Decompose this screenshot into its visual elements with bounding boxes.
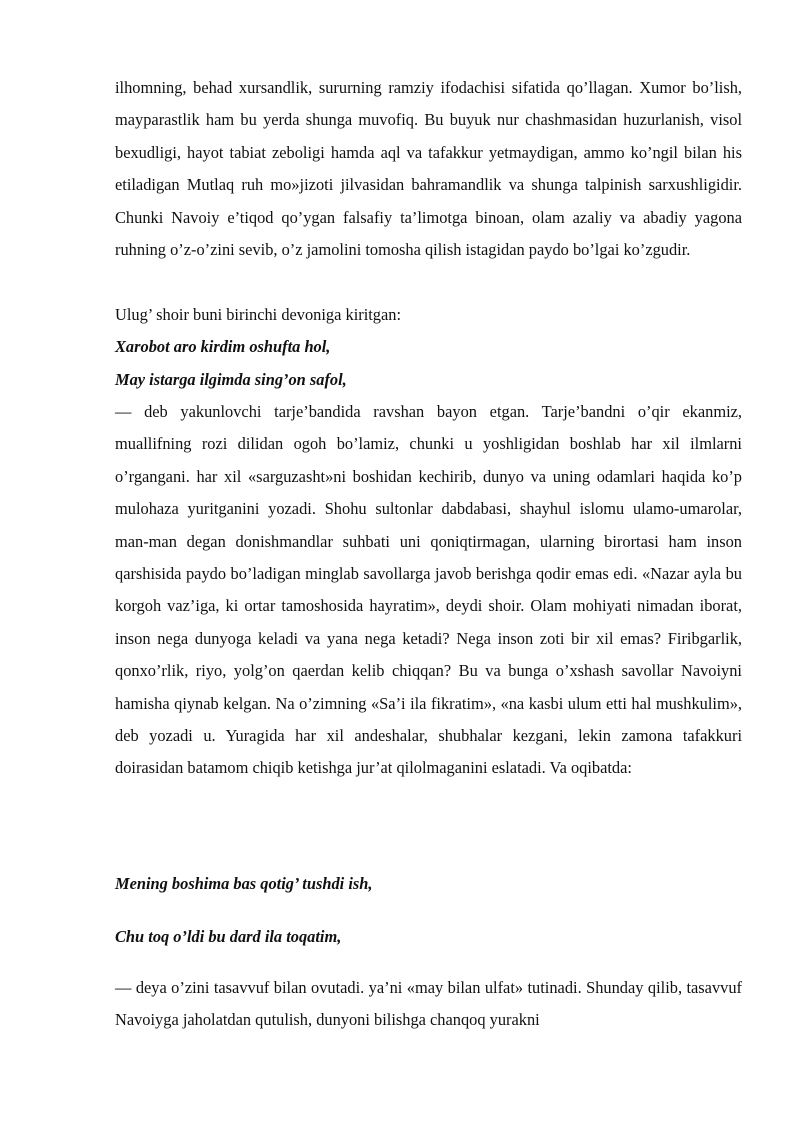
- paragraph-1: ilhomning, behad xursandlik, sururning ramziy ifodachisi sifatida qo’llagan. Xumor bo’lish, mayparastlik ham bu yerda shunga muvofiq. Bu buyuk nur chashmasidan huzurlanish, visol bexudligi, hayot tabiat zeboligi hamda aql va tafakkur yetmaydigan, ammo ko’ngil bilan his etiladigan Mutlaq ruh mo»jizoti jilvasidan bahramandlik va shunga talpinish sarxushligidir. Chunki Navoiy e’tiqod qo’ygan falsafiy ta’limotga binoan, olam azaliy va abadiy yagona ruhning o’z-o’zini sevib, o’z jamolini tomosha qilish istagidan paydo bo’lgai ko’zgudir.: [115, 78, 742, 260]
- verse-1-line-1: Xarobot aro kirdim oshufta hol,: [115, 337, 331, 356]
- intro-line: Ulug’ shoir buni birinchi devoniga kiritgan:: [115, 305, 402, 324]
- paragraph-3: — deya o’zini tasavvuf bilan ovutadi. ya’ni «may bilan ulfat» tutinadi. Shunday qilib, tasavvuf Navoiyga jaholatdan qutulish, dunyoni bilishga chanqoq yurakni: [115, 978, 742, 1030]
- verse-1-line-2: May istarga ilgimda sing’on safol,: [115, 370, 347, 389]
- paragraph-2: — deb yakunlovchi tarje’bandida ravshan bayon etgan. Tarje’bandni o’qir ekanmiz, muallifning rozi dilidan ogoh bo’lamiz, chunki u yoshligidan boshlab har xil ilmlarni o’rgangani. har xil «sarguzasht»ni boshidan kechirib, dunyo va uning odamlari haqida ko’p mulohaza yuritganini yozadi. Shohu sultonlar dabdabasi, shayhul islomu ulamo-umarolar, man-man degan donishmandlar suhbati uni qoniqtirmagan, ularning birortasi ham inson qarshisida paydo bo’ladigan minglab savollarga javob berishga qodir emas edi. «Nazar ayla bu korgoh vaz’iga, ki ortar tamoshosida hayratim», deydi shoir. Olam mohiyati nimadan iborat, inson nega dunyoga keladi va yana nega ketadi? Nega inson zoti bir xil emas? Firibgarlik, qonxo’rlik, riyo, yolg’on qaerdan kelib chiqqan? Bu va bunga o’xshash savollar Navoiyni hamisha qiynab kelgan. Na o’zimning «Sa’i ila fikratim», «na kasbi ulum etti hal mushkulim», deb yozadi u. Yuragida har xil andeshalar, shubhalar kezgani, lekin zamona tafakkuri doirasidan batamom chiqib ketishga jur’at qilolmaganini eslatadi. Va oqibatda:: [115, 402, 742, 778]
- verse-2-line-1: Mening boshima bas qotig’ tushdi ish,: [115, 874, 373, 893]
- verse-2-line-2: Chu toq o’ldi bu dard ila toqatim,: [115, 927, 342, 946]
